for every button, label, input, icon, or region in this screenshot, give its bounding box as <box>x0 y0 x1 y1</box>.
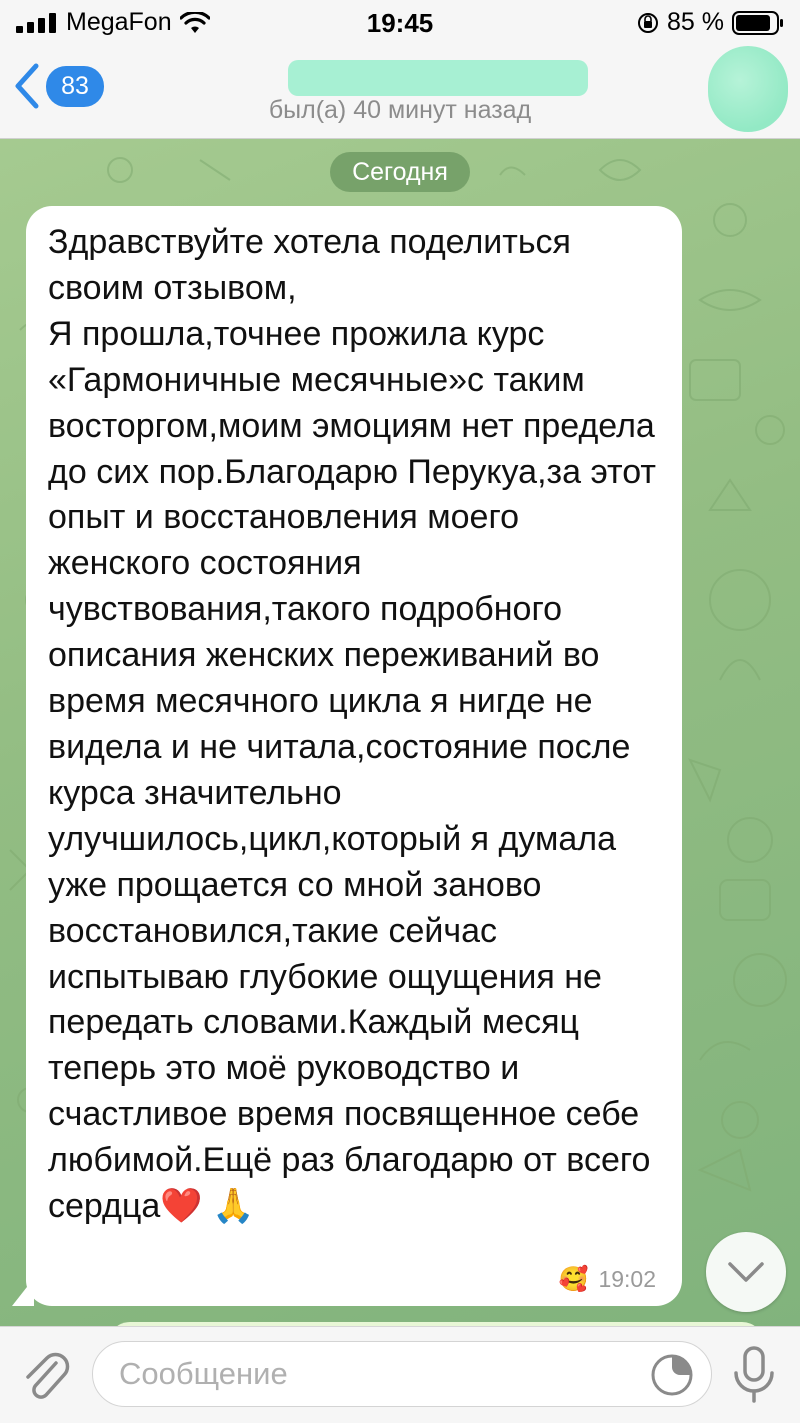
avatar[interactable] <box>708 46 788 132</box>
message-meta <box>559 1265 656 1294</box>
message-text: Здравствуйте хотела поделиться своим отзывом, Я прошла,точнее прожила курс «Гармоничные месячные»с таким восторгом,моим эмоциям нет предела до сих пор.Благодарю Перукуа,за этот опыт и восстановления моего женского состояния чувствования,такого подробного описания женских переживаний во время месячного цикла я нигде не видела и не читала,состояние после курса значительно улучшилось,цикл,который я думала уже прощается со мной заново восстановился,такие сейчас испытываю глубокие ощущения не передать словами.Каждый месяц теперь это моё руководство и счастливое время посвященное себе любимой.Ещё раз благодарю от всего сердца❤️ 🙏 <box>48 223 656 1226</box>
message-input[interactable] <box>92 1341 712 1407</box>
status-time: 19:45 <box>366 8 434 38</box>
unread-count-badge: 83 <box>46 66 104 107</box>
rotation-lock-icon <box>637 12 659 34</box>
chevron-down-icon <box>726 1260 766 1284</box>
message-input-bar <box>0 1326 800 1423</box>
carrier-name: MegaFon <box>66 8 172 36</box>
contact-name[interactable] <box>288 60 588 96</box>
message-time: 19:02 <box>598 1266 656 1292</box>
battery-icon <box>732 11 784 35</box>
incoming-message-bubble[interactable] <box>26 206 682 1306</box>
paperclip-icon[interactable] <box>20 1347 72 1403</box>
battery-percent: 85 % <box>667 8 724 36</box>
last-seen-status: был(а) 40 минут назад <box>268 96 532 124</box>
status-bar <box>0 0 800 44</box>
sticker-icon[interactable] <box>650 1353 694 1397</box>
status-right <box>637 8 784 37</box>
microphone-icon[interactable] <box>730 1345 778 1403</box>
date-separator: Сегодня <box>330 152 470 192</box>
message-reaction[interactable]: 🥰 <box>558 1266 589 1293</box>
scroll-down-button[interactable] <box>706 1232 786 1312</box>
chat-header <box>0 44 800 139</box>
